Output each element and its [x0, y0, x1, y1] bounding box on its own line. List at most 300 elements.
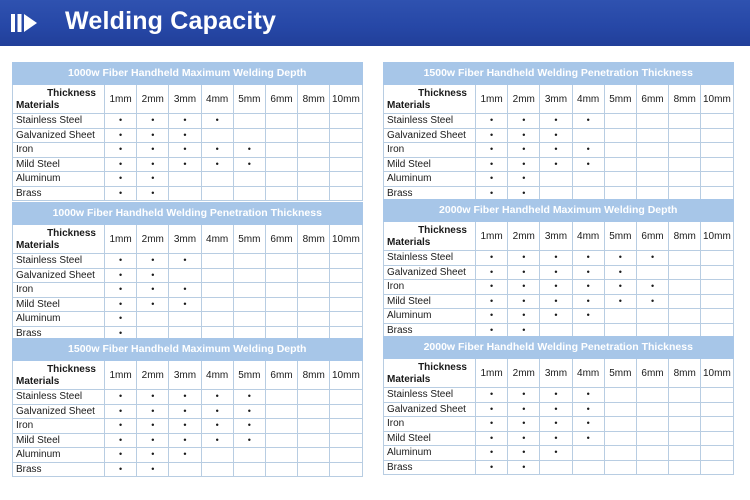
capacity-dot: • — [476, 309, 508, 324]
capacity-dot: • — [476, 294, 508, 309]
empty-cell — [265, 433, 297, 448]
table-row — [384, 294, 734, 309]
empty-cell — [636, 265, 668, 280]
empty-cell — [604, 143, 636, 158]
material-label: Stainless Steel — [13, 254, 105, 269]
capacity-dot: • — [572, 402, 604, 417]
empty-cell — [233, 114, 265, 129]
empty-cell — [701, 251, 733, 266]
empty-cell — [298, 186, 330, 201]
empty-cell — [137, 312, 169, 327]
empty-cell — [330, 283, 362, 298]
thickness-label: Thickness — [47, 364, 96, 375]
capacity-table — [383, 336, 734, 475]
table-row — [13, 283, 363, 298]
capacity-dot: • — [201, 390, 233, 405]
empty-cell — [604, 417, 636, 432]
empty-cell — [298, 172, 330, 187]
empty-cell — [201, 268, 233, 283]
empty-cell — [298, 297, 330, 312]
empty-cell — [298, 390, 330, 405]
capacity-dot: • — [508, 294, 540, 309]
empty-cell — [604, 309, 636, 324]
empty-cell — [169, 186, 201, 201]
empty-cell — [169, 462, 201, 477]
capacity-dot: • — [540, 280, 572, 295]
header-row — [13, 85, 363, 114]
capacity-dot: • — [476, 114, 508, 129]
empty-cell — [330, 297, 362, 312]
material-label: Mild Steel — [13, 157, 105, 172]
empty-cell — [636, 128, 668, 143]
column-header: 3mm — [540, 85, 572, 114]
material-label: Mild Steel — [384, 157, 476, 172]
empty-cell — [298, 128, 330, 143]
capacity-dot: • — [137, 157, 169, 172]
empty-cell — [636, 309, 668, 324]
empty-cell — [572, 446, 604, 461]
material-label: Stainless Steel — [384, 114, 476, 129]
table-row — [384, 402, 734, 417]
capacity-dot: • — [636, 294, 668, 309]
column-header: 4mm — [572, 359, 604, 388]
empty-cell — [636, 431, 668, 446]
empty-cell — [201, 128, 233, 143]
material-label: Stainless Steel — [384, 251, 476, 266]
empty-cell — [298, 254, 330, 269]
materials-label: Materials — [387, 237, 431, 248]
capacity-dot: • — [572, 251, 604, 266]
capacity-dot: • — [604, 251, 636, 266]
empty-cell — [330, 462, 362, 477]
column-header: 2mm — [137, 361, 169, 390]
empty-cell — [265, 114, 297, 129]
material-label: Mild Steel — [13, 297, 105, 312]
column-header: 8mm — [669, 222, 701, 251]
materials-label: Materials — [16, 376, 60, 387]
empty-cell — [701, 157, 733, 172]
capacity-dot: • — [169, 114, 201, 129]
empty-cell — [233, 283, 265, 298]
capacity-dot: • — [169, 390, 201, 405]
material-label: Brass — [13, 326, 105, 341]
column-header: 10mm — [330, 361, 362, 390]
empty-cell — [265, 404, 297, 419]
capacity-dot: • — [105, 462, 137, 477]
table-row — [13, 254, 363, 269]
capacity-dot: • — [508, 186, 540, 201]
empty-cell — [669, 460, 701, 475]
empty-cell — [330, 419, 362, 434]
material-label: Galvanized Sheet — [13, 404, 105, 419]
empty-cell — [201, 448, 233, 463]
empty-cell — [701, 280, 733, 295]
empty-cell — [701, 114, 733, 129]
column-header: 5mm — [604, 359, 636, 388]
material-label: Iron — [13, 143, 105, 158]
column-header: 6mm — [265, 85, 297, 114]
empty-cell — [265, 186, 297, 201]
empty-cell — [604, 446, 636, 461]
material-label: Galvanized Sheet — [13, 128, 105, 143]
table-row — [384, 460, 734, 475]
empty-cell — [265, 297, 297, 312]
table-row — [13, 172, 363, 187]
empty-cell — [669, 431, 701, 446]
material-label: Brass — [384, 323, 476, 338]
capacity-dot: • — [169, 448, 201, 463]
capacity-dot: • — [540, 157, 572, 172]
table-title: 2000w Fiber Handheld Maximum Welding Depth — [384, 200, 734, 222]
capacity-dot: • — [105, 128, 137, 143]
capacity-dot: • — [508, 309, 540, 324]
capacity-table — [12, 62, 363, 201]
capacity-dot: • — [169, 433, 201, 448]
column-header: 3mm — [540, 359, 572, 388]
capacity-dot: • — [572, 417, 604, 432]
empty-cell — [330, 143, 362, 158]
empty-cell — [636, 388, 668, 403]
empty-cell — [669, 114, 701, 129]
empty-cell — [169, 268, 201, 283]
table-row — [13, 143, 363, 158]
capacity-dot: • — [476, 128, 508, 143]
table-row — [384, 128, 734, 143]
capacity-dot: • — [508, 172, 540, 187]
page-header — [0, 0, 750, 46]
capacity-dot: • — [508, 460, 540, 475]
material-label: Stainless Steel — [13, 114, 105, 129]
capacity-dot: • — [137, 114, 169, 129]
capacity-dot: • — [201, 114, 233, 129]
empty-cell — [298, 157, 330, 172]
capacity-dot: • — [169, 128, 201, 143]
thickness-label: Thickness — [418, 362, 467, 373]
capacity-dot: • — [508, 431, 540, 446]
capacity-dot: • — [105, 283, 137, 298]
capacity-dot: • — [636, 251, 668, 266]
empty-cell — [572, 128, 604, 143]
capacity-dot: • — [201, 419, 233, 434]
capacity-dot: • — [540, 309, 572, 324]
capacity-dot: • — [233, 390, 265, 405]
empty-cell — [669, 172, 701, 187]
capacity-dot: • — [604, 294, 636, 309]
table-row — [384, 251, 734, 266]
capacity-dot: • — [604, 280, 636, 295]
column-header: 4mm — [201, 225, 233, 254]
column-header: 4mm — [201, 361, 233, 390]
column-header: 1mm — [105, 225, 137, 254]
capacity-dot: • — [233, 433, 265, 448]
thickness-label: Thickness — [47, 88, 96, 99]
empty-cell — [298, 283, 330, 298]
empty-cell — [265, 128, 297, 143]
empty-cell — [233, 462, 265, 477]
empty-cell — [669, 280, 701, 295]
capacity-dot: • — [508, 251, 540, 266]
table-row — [13, 128, 363, 143]
table-row — [13, 462, 363, 477]
empty-cell — [572, 460, 604, 475]
column-header: 1mm — [105, 361, 137, 390]
table-title: 1500w Fiber Handheld Welding Penetration Thickness — [384, 63, 734, 85]
empty-cell — [265, 254, 297, 269]
thickness-materials-header — [13, 361, 105, 390]
empty-cell — [572, 172, 604, 187]
capacity-dot: • — [137, 172, 169, 187]
column-header: 4mm — [572, 222, 604, 251]
empty-cell — [298, 462, 330, 477]
empty-cell — [201, 172, 233, 187]
capacity-dot: • — [476, 172, 508, 187]
play-pause-icon — [11, 14, 37, 32]
capacity-dot: • — [105, 157, 137, 172]
capacity-dot: • — [137, 128, 169, 143]
header-row — [13, 361, 363, 390]
capacity-dot: • — [105, 404, 137, 419]
column-header: 5mm — [604, 85, 636, 114]
column-header: 8mm — [298, 85, 330, 114]
material-label: Aluminum — [13, 448, 105, 463]
empty-cell — [636, 402, 668, 417]
table-row — [384, 172, 734, 187]
capacity-dot: • — [508, 280, 540, 295]
empty-cell — [669, 446, 701, 461]
empty-cell — [636, 143, 668, 158]
material-label: Mild Steel — [384, 431, 476, 446]
capacity-dot: • — [636, 280, 668, 295]
empty-cell — [636, 446, 668, 461]
column-header: 5mm — [233, 361, 265, 390]
table-title: 1000w Fiber Handheld Maximum Welding Depth — [13, 63, 363, 85]
capacity-dot: • — [233, 143, 265, 158]
capacity-dot: • — [137, 186, 169, 201]
empty-cell — [233, 297, 265, 312]
material-label: Galvanized Sheet — [384, 402, 476, 417]
capacity-dot: • — [137, 419, 169, 434]
table-row — [384, 114, 734, 129]
material-label: Mild Steel — [384, 294, 476, 309]
column-header: 8mm — [298, 361, 330, 390]
empty-cell — [330, 448, 362, 463]
capacity-dot: • — [572, 431, 604, 446]
capacity-dot: • — [540, 431, 572, 446]
material-label: Brass — [384, 460, 476, 475]
empty-cell — [701, 402, 733, 417]
capacity-dot: • — [572, 309, 604, 324]
empty-cell — [701, 431, 733, 446]
empty-cell — [701, 294, 733, 309]
column-header: 1mm — [476, 359, 508, 388]
table-row — [13, 448, 363, 463]
empty-cell — [330, 404, 362, 419]
capacity-dot: • — [476, 265, 508, 280]
capacity-dot: • — [508, 323, 540, 338]
material-label: Brass — [13, 186, 105, 201]
column-header: 4mm — [572, 85, 604, 114]
empty-cell — [701, 309, 733, 324]
column-header: 1mm — [476, 222, 508, 251]
empty-cell — [298, 404, 330, 419]
empty-cell — [669, 402, 701, 417]
capacity-dot: • — [137, 448, 169, 463]
table-row — [13, 433, 363, 448]
material-label: Iron — [13, 419, 105, 434]
capacity-dot: • — [476, 251, 508, 266]
column-header: 10mm — [701, 359, 733, 388]
column-header: 2mm — [508, 222, 540, 251]
capacity-dot: • — [508, 143, 540, 158]
empty-cell — [604, 460, 636, 475]
material-label: Aluminum — [384, 446, 476, 461]
column-header: 3mm — [169, 225, 201, 254]
capacity-dot: • — [137, 297, 169, 312]
capacity-dot: • — [105, 143, 137, 158]
empty-cell — [330, 128, 362, 143]
empty-cell — [604, 114, 636, 129]
capacity-dot: • — [105, 254, 137, 269]
capacity-dot: • — [508, 114, 540, 129]
empty-cell — [265, 419, 297, 434]
material-label: Aluminum — [384, 309, 476, 324]
capacity-dot: • — [476, 323, 508, 338]
empty-cell — [330, 172, 362, 187]
table-title: 2000w Fiber Handheld Welding Penetration Thickness — [384, 337, 734, 359]
table-row — [384, 157, 734, 172]
capacity-dot: • — [572, 157, 604, 172]
capacity-dot: • — [540, 128, 572, 143]
empty-cell — [298, 419, 330, 434]
empty-cell — [298, 114, 330, 129]
empty-cell — [701, 460, 733, 475]
empty-cell — [201, 283, 233, 298]
column-header: 10mm — [330, 225, 362, 254]
empty-cell — [298, 433, 330, 448]
table-row — [384, 265, 734, 280]
capacity-dot: • — [508, 446, 540, 461]
empty-cell — [701, 446, 733, 461]
capacity-dot: • — [476, 402, 508, 417]
capacity-dot: • — [476, 417, 508, 432]
empty-cell — [330, 433, 362, 448]
capacity-dot: • — [137, 268, 169, 283]
empty-cell — [636, 157, 668, 172]
capacity-dot: • — [169, 419, 201, 434]
capacity-dot: • — [604, 265, 636, 280]
table-row — [384, 417, 734, 432]
header-row — [384, 85, 734, 114]
empty-cell — [169, 172, 201, 187]
capacity-dot: • — [105, 312, 137, 327]
material-label: Aluminum — [13, 172, 105, 187]
empty-cell — [233, 128, 265, 143]
column-header: 8mm — [669, 359, 701, 388]
table-row — [13, 312, 363, 327]
table-row — [13, 297, 363, 312]
empty-cell — [233, 254, 265, 269]
capacity-dot: • — [105, 448, 137, 463]
capacity-dot: • — [476, 446, 508, 461]
empty-cell — [201, 254, 233, 269]
capacity-dot: • — [476, 460, 508, 475]
empty-cell — [636, 417, 668, 432]
empty-cell — [636, 172, 668, 187]
capacity-dot: • — [572, 280, 604, 295]
column-header: 3mm — [169, 361, 201, 390]
empty-cell — [604, 402, 636, 417]
capacity-dot: • — [572, 294, 604, 309]
empty-cell — [669, 417, 701, 432]
capacity-dot: • — [476, 280, 508, 295]
empty-cell — [701, 128, 733, 143]
capacity-dot: • — [508, 417, 540, 432]
table-row — [384, 309, 734, 324]
table-row — [13, 114, 363, 129]
capacity-dot: • — [572, 265, 604, 280]
column-header: 10mm — [701, 222, 733, 251]
table-row — [13, 404, 363, 419]
capacity-dot: • — [201, 433, 233, 448]
table-title: 1000w Fiber Handheld Welding Penetration Thickness — [13, 203, 363, 225]
empty-cell — [604, 431, 636, 446]
empty-cell — [636, 460, 668, 475]
empty-cell — [233, 172, 265, 187]
capacity-dot: • — [508, 402, 540, 417]
empty-cell — [298, 143, 330, 158]
capacity-dot: • — [169, 157, 201, 172]
material-label: Iron — [384, 417, 476, 432]
capacity-dot: • — [137, 254, 169, 269]
capacity-dot: • — [508, 128, 540, 143]
table-row — [384, 143, 734, 158]
material-label: Iron — [384, 143, 476, 158]
capacity-dot: • — [105, 186, 137, 201]
capacity-dot: • — [201, 143, 233, 158]
table-row — [13, 157, 363, 172]
capacity-dot: • — [105, 114, 137, 129]
table-row — [384, 388, 734, 403]
column-header: 3mm — [169, 85, 201, 114]
capacity-dot: • — [476, 388, 508, 403]
empty-cell — [201, 462, 233, 477]
capacity-dot: • — [105, 419, 137, 434]
column-header: 4mm — [201, 85, 233, 114]
empty-cell — [265, 157, 297, 172]
empty-cell — [169, 312, 201, 327]
capacity-dot: • — [105, 326, 137, 341]
table-row — [384, 431, 734, 446]
table-row — [13, 390, 363, 405]
material-label: Aluminum — [13, 312, 105, 327]
empty-cell — [233, 268, 265, 283]
table-row — [13, 186, 363, 201]
thickness-label: Thickness — [47, 228, 96, 239]
table-row — [13, 419, 363, 434]
empty-cell — [265, 390, 297, 405]
capacity-dot: • — [137, 143, 169, 158]
empty-cell — [330, 186, 362, 201]
capacity-dot: • — [233, 404, 265, 419]
capacity-dot: • — [476, 186, 508, 201]
capacity-table — [12, 338, 363, 477]
capacity-dot: • — [572, 143, 604, 158]
capacity-table — [383, 62, 734, 201]
capacity-dot: • — [137, 433, 169, 448]
thickness-label: Thickness — [418, 88, 467, 99]
capacity-dot: • — [540, 251, 572, 266]
empty-cell — [669, 251, 701, 266]
